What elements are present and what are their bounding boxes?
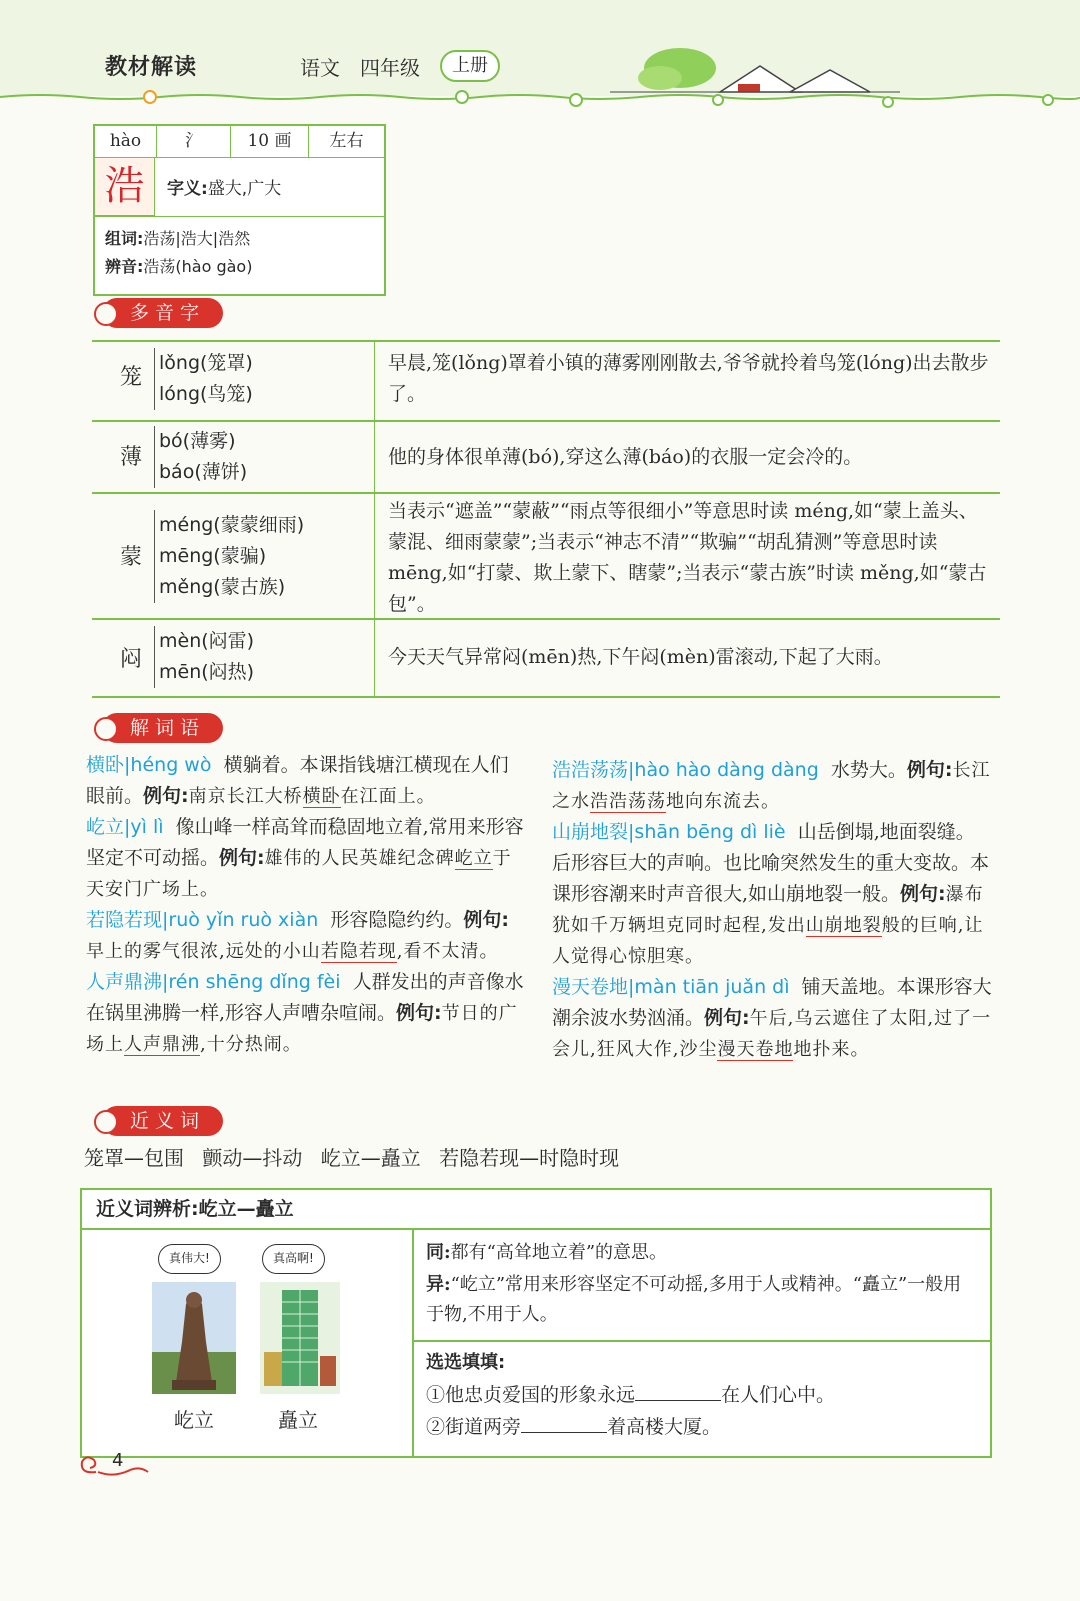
header-subject: 语文	[300, 56, 340, 80]
poly-char: 闷	[120, 647, 143, 672]
char-glyph: 浩	[95, 158, 155, 216]
example-pre: 长江之水	[552, 760, 991, 812]
example-post: 般的巨响,让人觉得心惊胆寒。	[552, 915, 984, 967]
poly-char: 笼	[120, 365, 143, 390]
poly-reading: měng(蒙古族)	[159, 576, 286, 598]
monument-illustration	[152, 1282, 236, 1394]
example-key: 山崩地裂	[805, 915, 882, 936]
poly-reading: báo(薄饼)	[159, 461, 248, 483]
vocab-pinyin: |shān bēng dì liè	[628, 821, 786, 843]
char-strokes: 10 画	[231, 126, 309, 157]
example-post: ,看不太清。	[396, 941, 499, 962]
poly-example: 早晨,笼(lǒng)罩着小镇的薄雾刚刚散去,爷爷就拎着鸟笼(lóng)出去散步了。	[388, 352, 989, 405]
example-key: 若隐若现	[320, 941, 397, 962]
box-horizontal-divider	[412, 1340, 990, 1342]
pron-label: 辨音:	[105, 257, 144, 276]
vocab-term: 人声鼎沸	[86, 971, 163, 993]
example-post: 地向东流去。	[666, 791, 780, 812]
blank-2[interactable]	[521, 1432, 607, 1433]
vocab-term: 浩浩荡荡	[552, 759, 629, 781]
char-meaning	[167, 174, 281, 199]
example-label: 例句:	[143, 785, 189, 807]
synonym-list: 笼罩—包围 颤动—抖动 屹立—矗立 若隐若现—时隐时现	[84, 1146, 620, 1170]
polyphone-table	[92, 340, 1000, 702]
section-tag-polyphone: 多音字	[102, 298, 223, 328]
vocab-def: 形容隐隐约约。	[330, 909, 464, 931]
q1-pre: ①他忠贞爱国的形象永远	[426, 1384, 636, 1406]
example-pre: 瀑布犹如千万辆坦克同时起程,发出	[552, 884, 984, 936]
example-key: 屹立	[454, 848, 493, 869]
vocab-def: 水势大。	[830, 759, 907, 781]
header-volume-badge: 上册	[440, 50, 500, 82]
example-post: 地扑来。	[793, 1039, 870, 1060]
vocab-pinyin: |yì lì	[124, 816, 164, 838]
vocab-term: 山崩地裂	[552, 821, 629, 843]
poly-divider	[374, 494, 375, 618]
poly-char: 蒙	[120, 545, 143, 570]
vocab-term: 屹立	[86, 816, 125, 838]
polyphone-row	[92, 340, 1000, 422]
vocab-column-right	[552, 755, 992, 1065]
vocab-entry	[552, 972, 992, 1065]
example-pre: 节日的广场上	[86, 1003, 518, 1055]
poly-reading: bó(薄雾)	[159, 430, 236, 452]
q2-pre: ②街道两旁	[426, 1416, 522, 1438]
poly-reading: mèn(闷雷)	[159, 630, 255, 652]
vocab-term: 横卧	[86, 754, 125, 776]
synonym-diff	[426, 1270, 978, 1330]
vocab-pinyin: |ruò yǐn ruò xiàn	[162, 909, 319, 931]
char-radical: 氵	[157, 126, 231, 157]
example-key: 浩浩荡荡	[590, 791, 666, 812]
poly-example: 当表示“遮盖”“蒙蔽”“雨点等很细小”等意思时读 méng,如“蒙上盖头、蒙混、细雨蒙蒙”;当表示“神志不清”“欺骗”“胡乱猜测”等意思时读 mēng,如“打蒙、欺上蒙下、瞎蒙”;当表示“蒙古族”时读 měng,如“蒙古包”。	[388, 500, 987, 615]
header-grade: 四年级	[360, 56, 420, 80]
words-text: 浩荡|浩大|浩然	[143, 229, 251, 248]
vocab-def: 像山峰一样高耸而稳固地立着,常用来形容坚定不可动摇。	[86, 816, 524, 869]
synonym-box-title: 近义词辨析:屹立—矗立	[82, 1190, 990, 1230]
box-vertical-divider	[412, 1230, 414, 1456]
poly-example: 今天天气异常闷(mēn)热,下午闷(mèn)雷滚动,下起了大雨。	[388, 646, 893, 668]
example-post: 于天安门广场上。	[86, 848, 512, 900]
example-label: 例句:	[219, 847, 265, 869]
page-number: 4	[112, 1450, 124, 1471]
fill-title: 选选填填:	[426, 1352, 506, 1373]
vocab-pinyin: |màn tiān juǎn dì	[628, 976, 790, 998]
blank-1[interactable]	[635, 1400, 721, 1401]
char-info-row	[95, 126, 384, 158]
poly-divider	[374, 422, 375, 492]
diff-label: 异:	[426, 1274, 451, 1295]
poly-readings	[154, 426, 247, 488]
poly-example: 他的身体很单薄(bó),穿这么薄(báo)的衣服一定会冷的。	[388, 446, 863, 468]
vocab-term: 若隐若现	[86, 909, 163, 931]
same-label: 同:	[426, 1242, 451, 1263]
caption-1: 屹立	[174, 1408, 214, 1432]
example-pre: 南京长江大桥	[188, 786, 303, 807]
example-pre: 雄伟的人民英雄纪念碑	[264, 848, 455, 869]
q2-post: 着高楼大厦。	[607, 1416, 722, 1438]
section-tag-synonym: 近义词	[102, 1106, 223, 1136]
example-pre: 午后,乌云遮住了太阳,过了一会儿,狂风大作,沙尘	[552, 1008, 992, 1060]
meaning-label: 字义:	[167, 179, 208, 199]
header-title: 教材解读	[105, 55, 198, 80]
words-label: 组词:	[105, 229, 144, 248]
example-label: 例句:	[463, 909, 509, 931]
char-structure: 左右	[329, 131, 364, 151]
character-card	[93, 124, 386, 296]
synonym-same	[426, 1238, 978, 1268]
example-label: 例句:	[900, 883, 946, 905]
example-post: 在江面上。	[340, 786, 436, 807]
char-pinyin: hào	[95, 126, 157, 157]
building-illustration	[260, 1282, 340, 1394]
polyphone-row	[92, 620, 1000, 698]
fill-question-2	[426, 1412, 721, 1442]
example-label: 例句:	[704, 1007, 750, 1029]
page-header	[0, 0, 1080, 110]
vocab-entry	[86, 812, 526, 905]
example-label: 例句:	[396, 1002, 442, 1024]
example-pre: 早上的雾气很浓,远处的小山	[86, 941, 321, 962]
vocab-entry	[552, 817, 992, 972]
example-key: 横卧	[302, 786, 341, 807]
pron-text: 浩荡(hào gào)	[143, 257, 253, 276]
poly-readings	[154, 510, 304, 603]
vocab-pinyin: |rén shēng dǐng fèi	[162, 971, 341, 993]
poly-reading: mēn(闷热)	[159, 661, 255, 683]
polyphone-row	[92, 494, 1000, 620]
polyphone-row	[92, 422, 1000, 494]
speech-bubble-1: 真伟大!	[158, 1244, 221, 1274]
char-words	[105, 226, 250, 249]
vocab-term: 漫天卷地	[552, 976, 629, 998]
vocab-entry	[552, 755, 992, 817]
poly-reading: méng(蒙蒙细雨)	[159, 514, 305, 536]
example-key: 人声鼎沸	[124, 1034, 200, 1055]
caption-2: 矗立	[278, 1408, 318, 1432]
poly-reading: lóng(鸟笼)	[159, 383, 253, 405]
speech-bubble-2: 真高啊!	[262, 1244, 325, 1274]
vocab-pinyin: |héng wò	[124, 754, 212, 776]
fill-question-1	[426, 1380, 835, 1410]
example-post: ,十分热闹。	[200, 1034, 302, 1055]
example-label: 例句:	[906, 759, 953, 781]
section-tag-vocab: 解词语	[102, 713, 223, 743]
synonym-analysis-box	[80, 1188, 992, 1458]
vocab-entry	[86, 750, 526, 812]
vocab-def: 横躺着。本课指钱塘江横现在人们眼前。	[86, 754, 509, 807]
card-divider	[95, 216, 384, 217]
vocab-def: 人群发出的声音像水在锅里沸腾一样,形容人声嘈杂喧闹。	[86, 971, 524, 1024]
vocab-entry	[86, 967, 526, 1060]
poly-readings	[154, 626, 254, 688]
example-key: 漫天卷地	[717, 1039, 794, 1060]
poly-reading: mēng(蒙骗)	[159, 545, 267, 567]
diff-text: “屹立”常用来形容坚定不可动摇,多用于人或精神。“矗立”一般用于物,不用于人。	[426, 1274, 962, 1325]
q1-post: 在人们心中。	[721, 1384, 836, 1406]
same-text: 都有“高耸地立着”的意思。	[450, 1242, 668, 1263]
vocab-pinyin: |hào hào dàng dàng	[628, 759, 819, 781]
char-pron	[105, 254, 252, 277]
vocab-entry	[86, 905, 526, 967]
poly-reading: lǒng(笼罩)	[159, 352, 253, 374]
vocab-column-left	[86, 750, 526, 1060]
vocab-def: 铺天盖地。本课形容大潮余波水势汹涌。	[552, 976, 992, 1029]
poly-divider	[374, 342, 375, 420]
meaning-text: 盛大,广大	[207, 179, 282, 199]
vocab-def: 山岳倒塌,地面裂缝。后形容巨大的声响。也比喻突然发生的重大变故。本课形容潮来时声音很大,如山崩地裂一般。	[552, 821, 990, 905]
poly-divider	[374, 620, 375, 696]
poly-char: 薄	[120, 445, 143, 470]
poly-readings	[154, 348, 253, 410]
